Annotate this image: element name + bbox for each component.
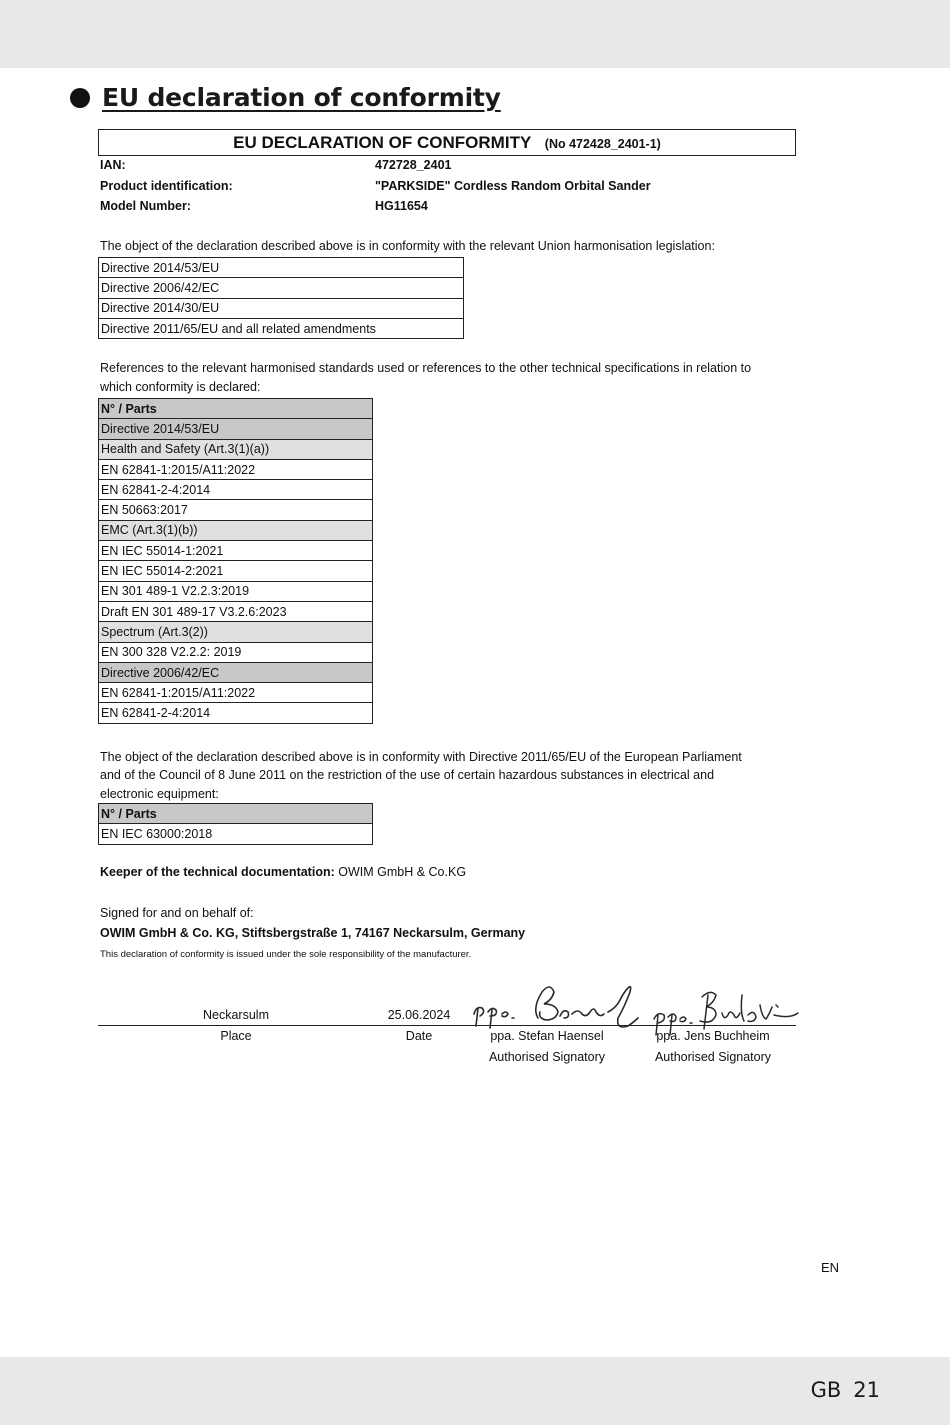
standard-cell: Health and Safety (Art.3(1)(a))	[99, 439, 373, 459]
rohs-intro-line-1: The object of the declaration described above is in conformity with Directive 2011/65/EU of the European Parliament	[100, 750, 742, 764]
place-label: Place	[220, 1029, 252, 1043]
standard-cell: Draft EN 301 489-17 V3.2.6:2023	[99, 601, 373, 621]
rohs-header-cell: N° / Parts	[99, 804, 373, 824]
standards-intro-line-1: References to the relevant harmonised standards used or references to the other technical specifications in relation to	[100, 361, 752, 375]
signatory-2-name: ppa. Jens Buchheim	[656, 1029, 770, 1043]
table-row	[99, 804, 373, 824]
table-row	[99, 520, 373, 540]
place-value: Neckarsulm	[203, 1008, 269, 1022]
declaration-number: (No 472428_2401-1)	[544, 137, 661, 151]
standard-cell: EN 62841-1:2015/A11:2022	[99, 459, 373, 479]
table-row	[99, 439, 373, 459]
date-label: Date	[405, 1029, 433, 1043]
table-row	[99, 581, 373, 601]
standard-cell: EN 62841-2-4:2014	[99, 480, 373, 500]
table-row	[99, 601, 373, 621]
conformity-intro: The object of the declaration described above is in conformity with the relevant Union harmonisation legislation:	[100, 239, 715, 253]
field-product-label: Product identification:	[100, 179, 233, 193]
field-model-value: HG11654	[375, 199, 428, 213]
field-product-value: "PARKSIDE" Cordless Random Orbital Sander	[375, 179, 651, 193]
directive-cell: Directive 2011/65/EU and all related amendments	[99, 318, 464, 338]
signature-line	[98, 1025, 796, 1026]
table-row	[99, 622, 373, 642]
language-code: EN	[821, 1260, 840, 1275]
page-title: EU declaration of conformity	[102, 83, 501, 112]
footer-country: GB	[810, 1378, 842, 1402]
standard-cell: EN IEC 55014-1:2021	[99, 541, 373, 561]
standard-cell: Spectrum (Art.3(2))	[99, 622, 373, 642]
standards-table	[98, 398, 373, 724]
table-row	[99, 399, 373, 419]
field-model-label: Model Number:	[100, 199, 191, 213]
standard-cell: EN 62841-2-4:2014	[99, 703, 373, 723]
company-address: OWIM GmbH & Co. KG, Stiftsbergstraße 1, 74167 Neckarsulm, Germany	[100, 926, 526, 940]
directive-cell: Directive 2014/53/EU	[99, 258, 464, 278]
page-footer	[799, 1378, 880, 1402]
rohs-intro-line-3: electronic equipment:	[100, 787, 219, 801]
table-row	[99, 480, 373, 500]
table-row	[99, 500, 373, 520]
standard-cell: Directive 2014/53/EU	[99, 419, 373, 439]
table-row	[99, 824, 373, 844]
table-row	[99, 683, 373, 703]
keeper-line	[100, 865, 466, 879]
responsibility-note: This declaration of conformity is issued under the sole responsibility of the manufacturer.	[100, 949, 472, 960]
standard-cell: EN 301 489-1 V2.2.3:2019	[99, 581, 373, 601]
table-row	[99, 703, 373, 723]
standard-cell: EN 62841-1:2015/A11:2022	[99, 683, 373, 703]
standard-cell: Directive 2006/42/EC	[99, 662, 373, 682]
table-row	[99, 662, 373, 682]
signatory-1-role: Authorised Signatory	[488, 1050, 606, 1064]
standard-cell: EMC (Art.3(1)(b))	[99, 520, 373, 540]
table-row	[99, 419, 373, 439]
standards-header-cell: N° / Parts	[99, 399, 373, 419]
standard-cell: EN IEC 55014-2:2021	[99, 561, 373, 581]
directive-cell: Directive 2014/30/EU	[99, 298, 464, 318]
rohs-standard-cell: EN IEC 63000:2018	[99, 824, 373, 844]
field-ian-value: 472728_2401	[375, 158, 452, 172]
declaration-title-box	[98, 129, 796, 156]
standard-cell: EN 300 328 V2.2.2: 2019	[99, 642, 373, 662]
field-ian-label: IAN:	[100, 158, 126, 172]
signed-for: Signed for and on behalf of:	[100, 906, 254, 920]
table-row	[99, 318, 464, 338]
rohs-intro-line-2: and of the Council of 8 June 2011 on the restriction of the use of certain hazardous substances in electrical and	[100, 768, 715, 782]
keeper-label: Keeper of the technical documentation:	[100, 865, 335, 879]
table-row	[99, 258, 464, 278]
table-row	[99, 298, 464, 318]
table-row	[99, 642, 373, 662]
signatory-2-role: Authorised Signatory	[654, 1050, 772, 1064]
standards-intro-line-2: which conformity is declared:	[100, 380, 261, 394]
directives-table	[98, 257, 464, 339]
date-value: 25.06.2024	[387, 1008, 451, 1022]
table-row	[99, 561, 373, 581]
rohs-table	[98, 803, 373, 845]
keeper-value: OWIM GmbH & Co.KG	[338, 865, 467, 879]
standard-cell: EN 50663:2017	[99, 500, 373, 520]
directive-cell: Directive 2006/42/EC	[99, 278, 464, 298]
page-number: 21	[853, 1378, 880, 1402]
table-row	[99, 541, 373, 561]
signatory-1-name: ppa. Stefan Haensel	[490, 1029, 604, 1043]
table-row	[99, 459, 373, 479]
table-row	[99, 278, 464, 298]
declaration-title: EU DECLARATION OF CONFORMITY	[233, 133, 532, 152]
